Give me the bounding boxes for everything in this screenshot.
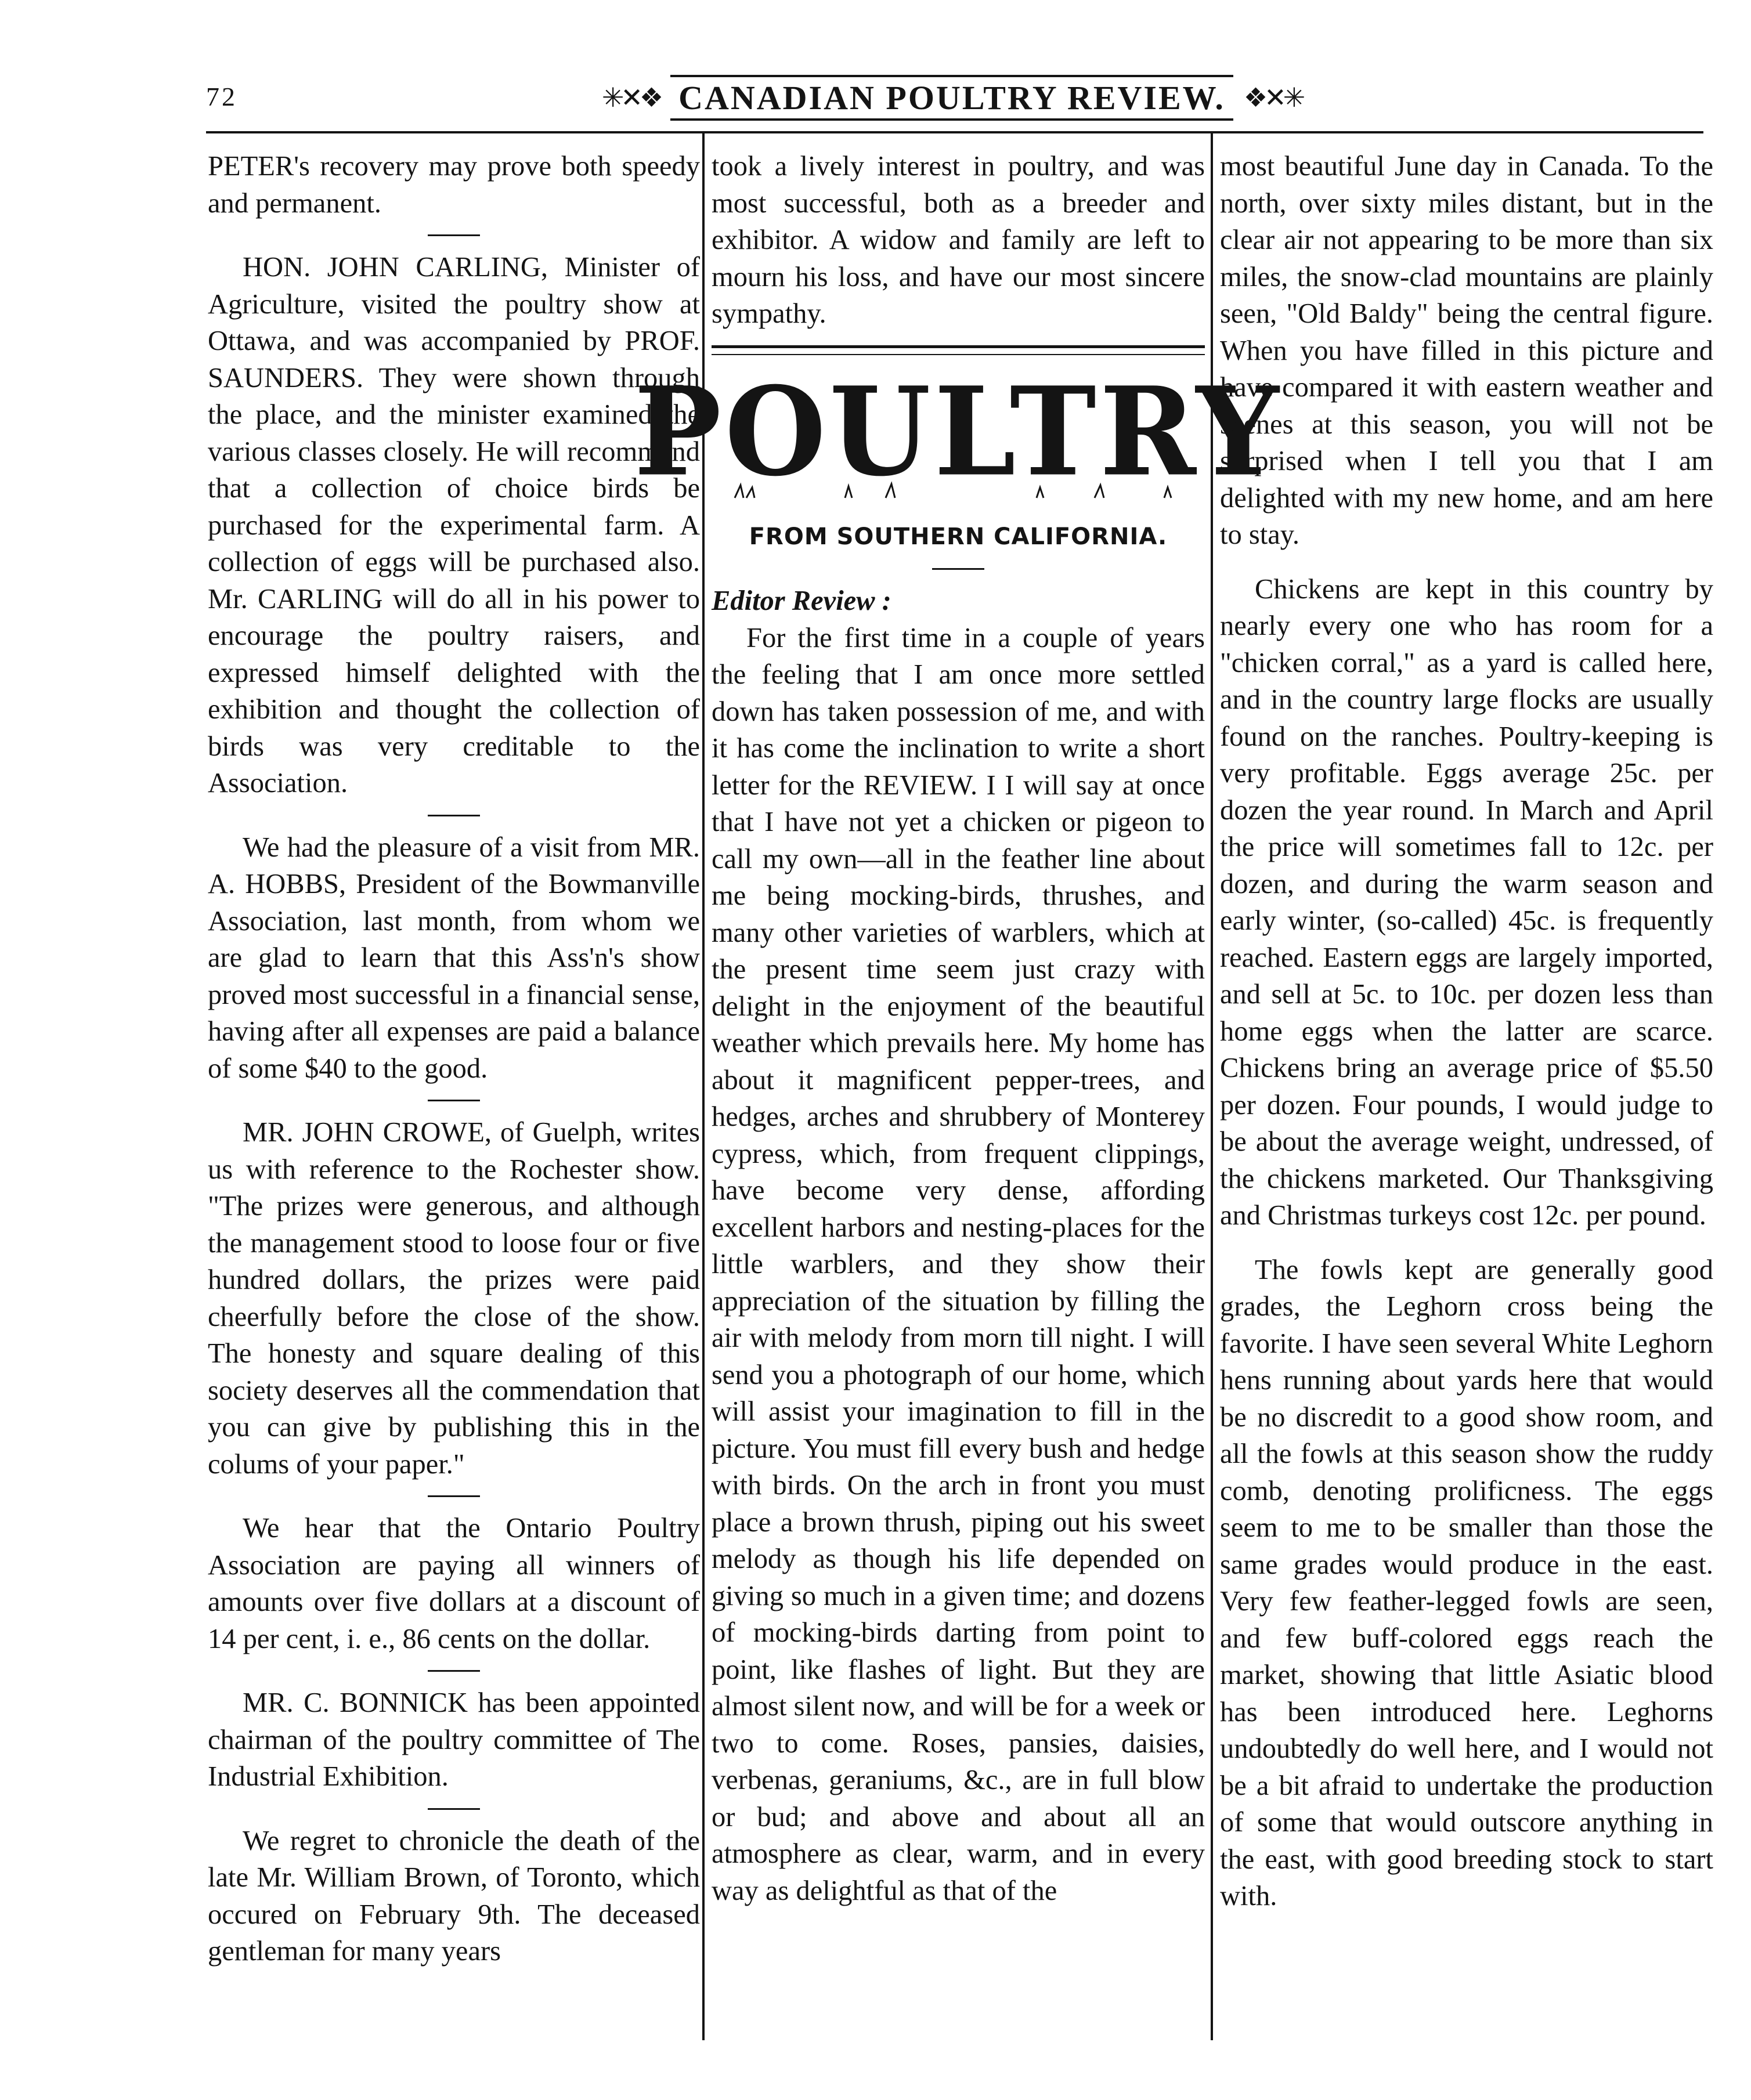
column-right	[1220, 148, 1713, 2022]
separator-rule	[428, 1495, 480, 1497]
section-rule	[712, 345, 1205, 355]
separator-rule	[428, 234, 480, 236]
paragraph: The fowls kept are generally good grades, the Leghorn cross being the favorite. I have seen several White Leghorn hens running about yards here that would be no discredit to a good show room, and all the fowls at this season show the ruddy comb, denoting prolificness. The eggs seem to me to be smaller than those the same grades would produce in the east. Very few feather-legged fowls are seen, and few buff-colored eggs reach the market, showing that little Asiatic blood has been introduced here. Leghorns undoubtedly do well here, and I would not be a bit afraid to undertake the production of some that would outscore anything in the east, with good breeding stock to start with.	[1220, 1254, 1713, 1911]
paragraph: We regret to chronicle the death of the late Mr. William Brown, of Toronto, which occured on February 9th. The deceased gentleman for many years	[208, 1825, 700, 1967]
paragraph: MR. C. BONNICK has been appointed chairman of the poultry committee of The Industrial Exhibition.	[208, 1687, 700, 1792]
paragraph: For the first time in a couple of years the feeling that I am once more settled down has taken possession of me, and with it has come the inclination to write a short letter for the REVIEW. I I will say at once that I have not yet a chicken or pigeon to call my own—all in the feather line about me being mocking-birds, thrushes, and many other varieties of warblers, which at the present time seem just crazy with delight in the enjoyment of the beautiful weather which prevails here. My home has about it magnificent pepper-trees, and hedges, arches and shrubbery of Monterey cypress, which, from frequent clippings, have become very dense, affording excellent harbors and nesting-places for the little warblers, and they show their appreciation of the situation by filling the air with melody from morn till night. I will send you a photograph of our home, which will assist your imagination to fill in the picture. You must fill every bush and hedge with birds. On the arch in front you must place a brown thrush, piping out his sweet melody as though his life depended on giving so much in a given time; and dozens of mocking-birds darting from point to point, like flashes of light. But they are almost silent now, and will be for a week or two to come. Roses, pansies, daisies, verbenas, geraniums, &c., are in full blow or bud; and above and about all an atmosphere as clear, warm, and in every way as delightful as that of the	[712, 622, 1205, 1906]
paragraph: Chickens are kept in this country by nearly every one who has room for a "chicken corral," as a yard is called here, and in the country large flocks are usually found on the ranches. Poultry-keeping is very profitable. Eggs average 25c. per dozen the year round. In March and April the price will sometimes fall to 12c. per dozen, and during the warm season and early winter, (so-called) 45c. is frequently reached. Eastern eggs are largely imported, and sell at 5c. to 10c. per dozen less than home eggs when the latter are scarce. Chickens bring an average price of $5.50 per dozen. Four pounds, I would judge to be about the average weight, undressed, of the chickens marketed. Our Thanksgiving and Christmas turkeys cost 12c. per pound.	[1220, 573, 1713, 1231]
paragraph: MR. JOHN CROWE, of Guelph, writes us with reference to the Rochester show. "The prizes were generous, and although the management stood to loose four or five hundred dollars, the prizes were paid cheerfully before the close of the show. The honesty and square dealing of this society deserves all the commendation that you can give by publishing this in the colums of your paper."	[208, 1117, 700, 1480]
header-rule	[206, 131, 1703, 133]
paragraph: took a lively interest in poultry, and was most successful, both as a breeder and exhibitor. A widow and family are left to mourn his loss, and have our most sincere sympathy.	[712, 151, 1205, 329]
poultry-logo-word: POULTRY	[634, 360, 1283, 504]
separator-rule	[428, 1670, 480, 1672]
separator-rule	[428, 1808, 480, 1810]
article-subhead: FROM SOUTHERN CALIFORNIA.	[749, 523, 1168, 550]
right-flourish-icon: ❖✕✳	[1243, 83, 1302, 113]
separator-rule	[932, 568, 984, 570]
column-middle	[634, 148, 1283, 2022]
paragraph: We had the pleasure of a visit from MR. A. HOBBS, President of the Bowmanville Association, last month, from whom we are glad to learn that this Ass'n's show proved most successful in a financial sense, having after all expenses are paid a balance of some $40 to the good.	[208, 832, 700, 1084]
paragraph: HON. JOHN CARLING, Minister of Agriculture, visited the poultry show at Ottawa, and was accompanied by PROF. SAUNDERS. They were shown through the place, and the minister examined the various classes closely. He will recommend that a collection of choice birds be purchased for the experimental farm. A collection of eggs will be purchased also. Mr. CARLING will do all in his power to encourage the poultry raisers, and expressed himself delighted with the exhibition and thought the collection of birds was very creditable to the Association.	[208, 252, 700, 798]
poultry-logo	[634, 360, 1283, 504]
paragraph: We hear that the Ontario Poultry Association are paying all winners of amounts over five dollars at a discount of 14 per cent, i. e., 86 cents on the dollar.	[208, 1513, 700, 1654]
separator-rule	[428, 815, 480, 816]
separator-rule	[428, 1100, 480, 1101]
grass-icon	[712, 480, 1205, 498]
page-number: 72	[206, 82, 237, 111]
paragraph: most beautiful June day in Canada. To the north, over sixty miles distant, but in the clear air not appearing to be more than six miles, the snow-clad mountains are plainly seen, "Old Baldy" being the central figure. When you have filled in this picture and have compared it with eastern weather and scenes at this season, you will not be surprised when I tell you that I am delighted with my new home, and am here to stay.	[1220, 151, 1713, 550]
paragraph: PETER's recovery may prove both speedy and permanent.	[208, 151, 700, 219]
column-left	[208, 148, 700, 2022]
salutation: Editor Review :	[712, 585, 891, 616]
left-flourish-icon: ✳✕❖	[601, 83, 660, 113]
masthead	[601, 68, 1302, 126]
masthead-title: CANADIAN POULTRY REVIEW.	[670, 75, 1233, 121]
